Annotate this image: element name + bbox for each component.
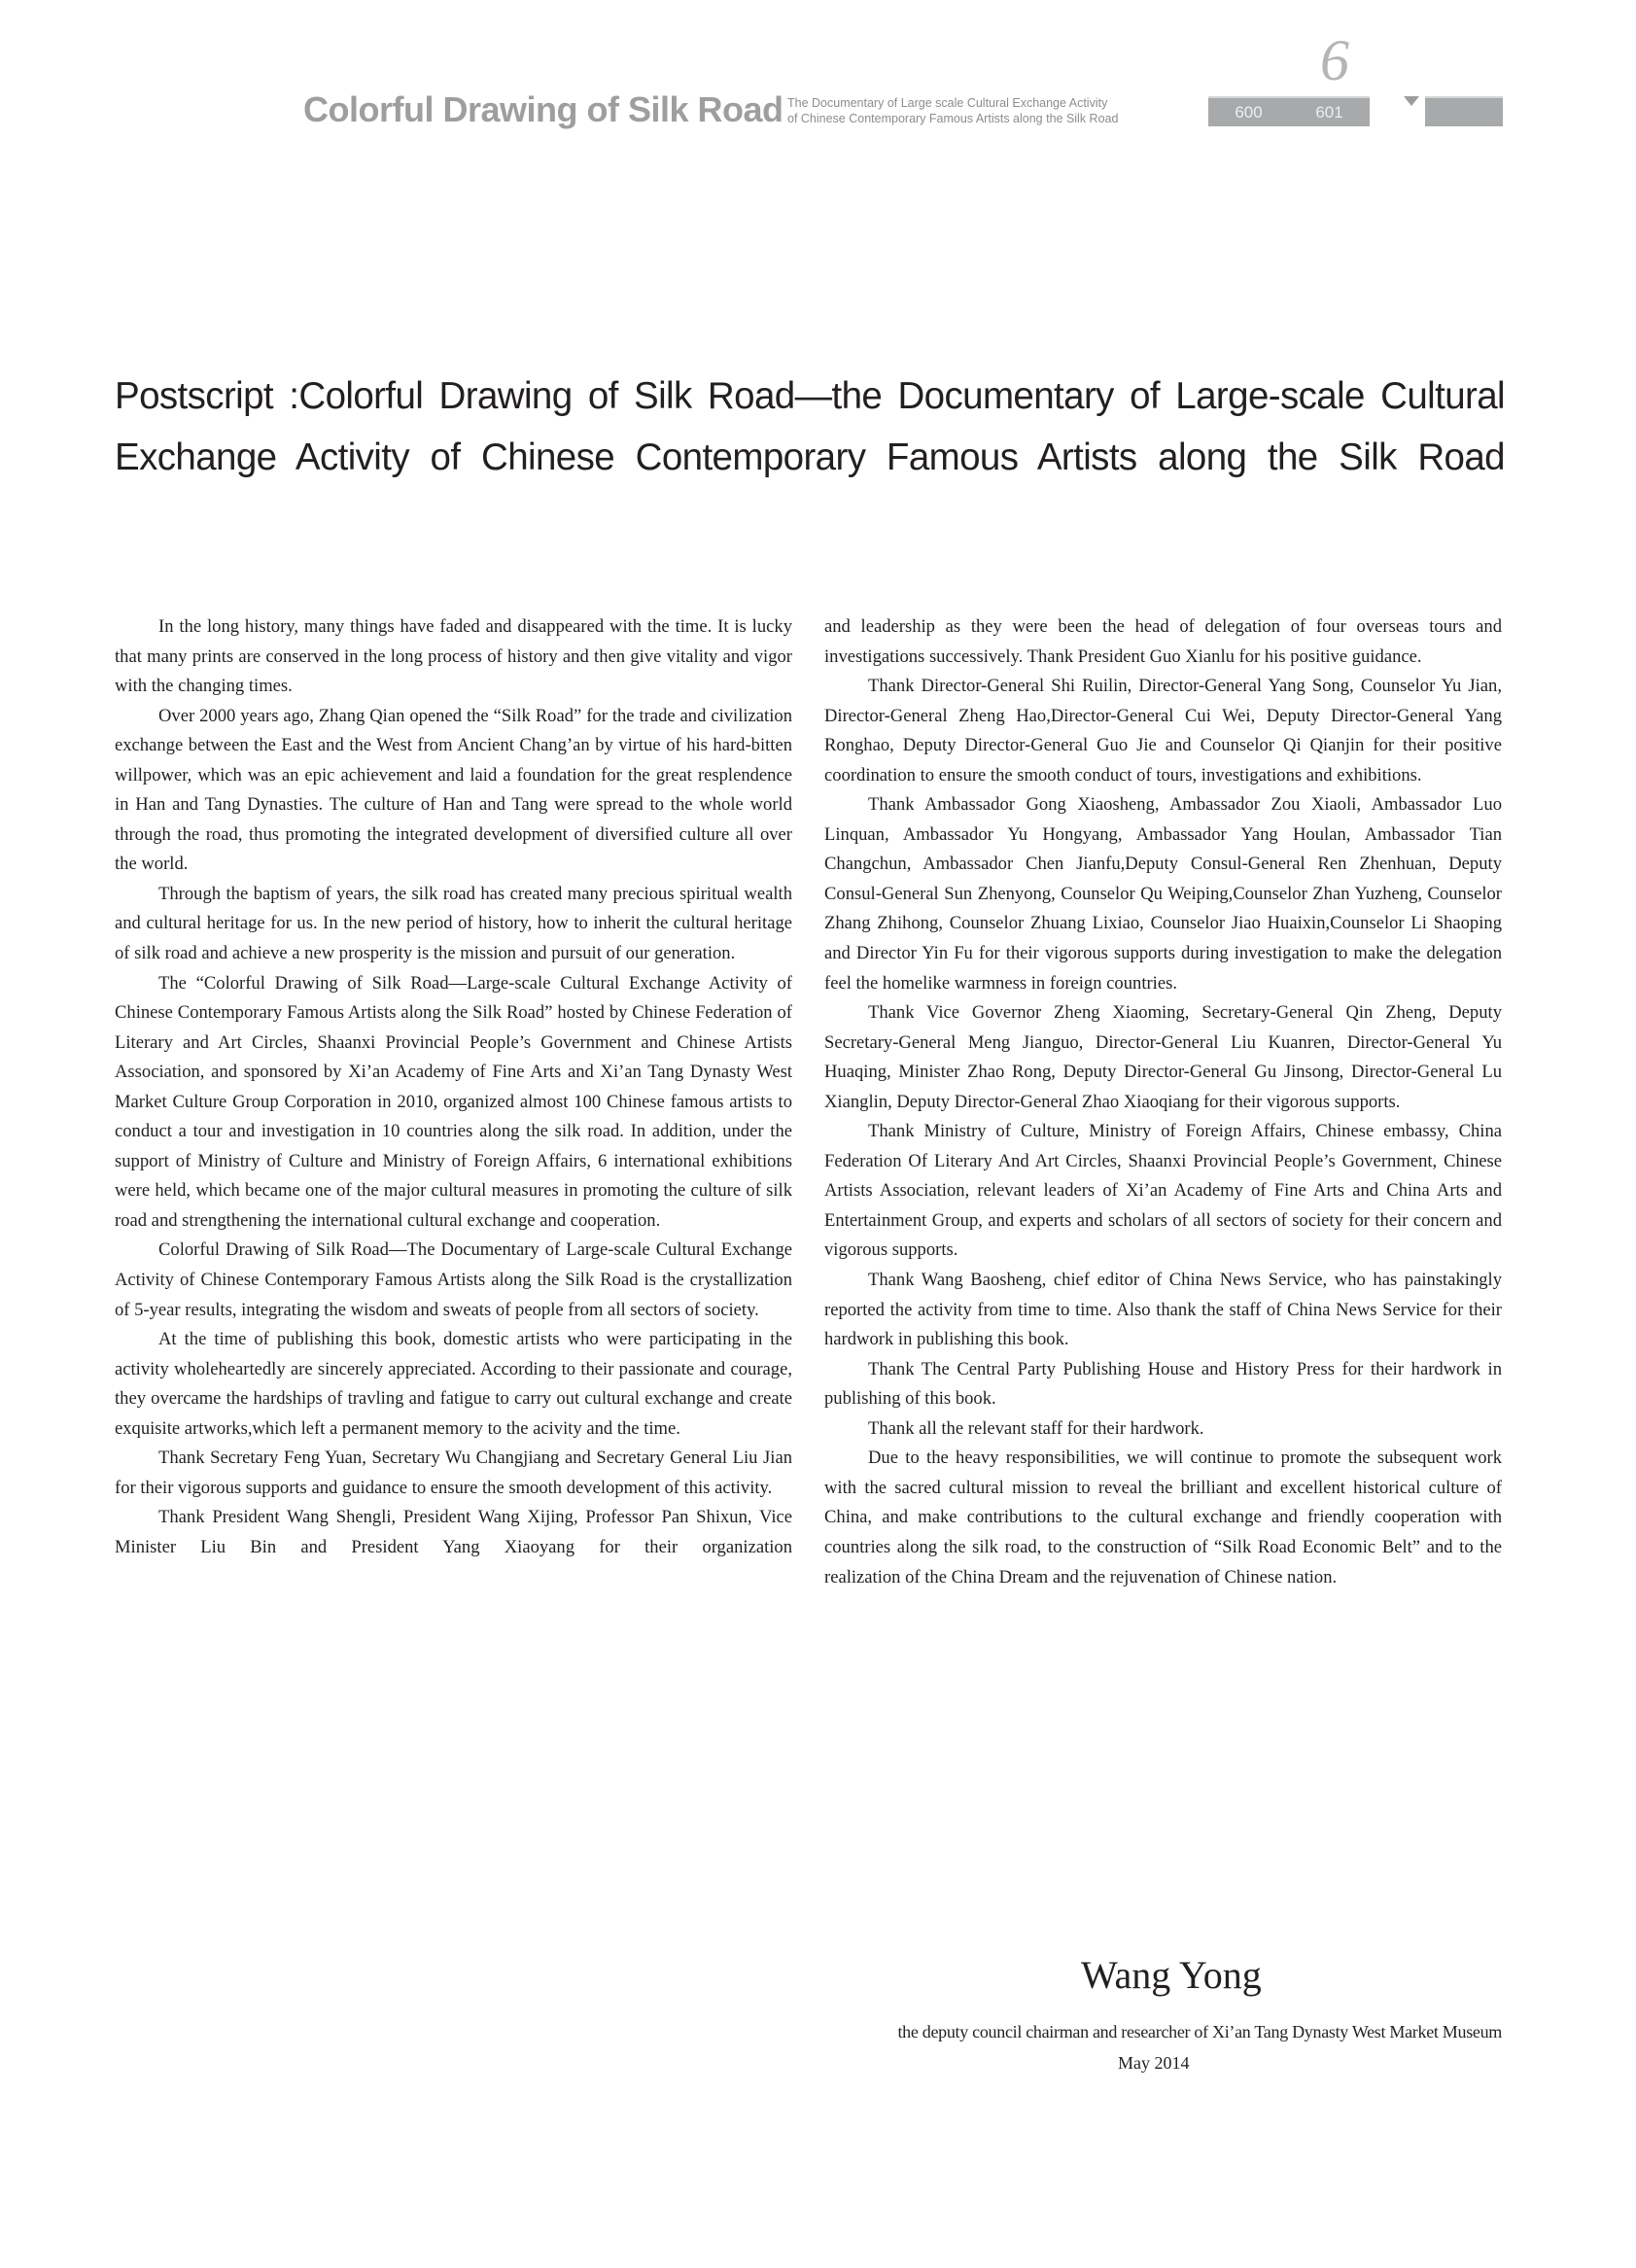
paragraph: In the long history, many things have faded and disappeared with the time. It is lucky that many prints are conserved in the long process of history and then give vitality and vigor with the changing times. xyxy=(115,616,792,697)
article-title xyxy=(115,366,1505,488)
page-number-right: 601 xyxy=(1315,102,1343,122)
left-column xyxy=(115,612,792,1563)
author-name: Wang Yong xyxy=(1081,1953,1262,1997)
paragraph: Thank Ministry of Culture, Ministry of Foreign Affairs, Chinese embassy, China Federation Of Literary And Art Circles, Shaanxi Provincial People’s Government, Chinese Artists Association, relevant leaders of Xi’an Academy of Fine Arts and China Arts and Entertainment Group, and experts and scholars of all sectors of society for their concern and vigorous supports. xyxy=(824,1121,1502,1261)
triangle-marker-icon xyxy=(1404,96,1419,106)
paragraph: At the time of publishing this book, domestic artists who were participating in the activity wholeheartedly are sincerely appreciated. According to their passionate and courage, they overcame the hardships of travling and fatigue to carry out cultural exchange and create exquisite artworks,which left a permanent memory to the acivity and the time. xyxy=(115,1329,792,1439)
book-subtitle xyxy=(787,95,1118,126)
title-line-1: Postscript :Colorful Drawing of Silk Road—the Documentary of Large-scale Cultural xyxy=(115,375,1505,417)
paragraph: and leadership as they were been the head of delegation of four overseas tours and investigations successively. Thank President Guo Xianlu for his positive guidance. xyxy=(824,616,1502,667)
chapter-number: 6 xyxy=(1320,28,1349,92)
paragraph: Thank Ambassador Gong Xiaosheng, Ambassador Zou Xiaoli, Ambassador Luo Linquan, Ambassador Yu Hongyang, Ambassador Yang Houlan, Ambassador Tian Changchun, Ambassador Chen Jianfu,Deputy Consul-General Ren Zhenhuan, Deputy Consul-General Sun Zhenyong, Counselor Qu Weiping,Counselor Zhan Yuzheng, Counselor Zhang Zhihong, Counselor Zhuang Lixiao, Counselor Jiao Huaixin,Counselor Li Shaoping and Director Yin Fu for their vigorous supports during investigation to make the delegation feel the homelike warmness in foreign countries. xyxy=(824,794,1502,994)
paragraph: Thank Vice Governor Zheng Xiaoming, Secretary-General Qin Zheng, Deputy Secretary-General Meng Jianguo, Director-General Liu Kuanren, Director-General Yu Huaqing, Minister Zhao Rong, Deputy Director-General Gu Jinsong, Director-General Lu Xianglin, Deputy Director-General Zhao Xiaoqiang for their vigorous supports. xyxy=(824,1002,1502,1112)
paragraph: Thank all the relevant staff for their hardwork. xyxy=(868,1417,1204,1439)
book-title: Colorful Drawing of Silk Road xyxy=(303,89,783,129)
page-numbers xyxy=(1208,96,1370,126)
page-number-left: 600 xyxy=(1235,102,1263,122)
paragraph: Thank The Central Party Publishing House and History Press for their hardwork in publishing of this book. xyxy=(824,1358,1502,1410)
paragraph: Over 2000 years ago, Zhang Qian opened the “Silk Road” for the trade and civilization exchange between the East and the West from Ancient Chang’an by virtue of his hard-bitten willpower, which was an epic achievement and laid a foundation for the great resplendence in Han and Tang Dynasties. The culture of Han and Tang were spread to the whole world through the road, thus promoting the integrated development of diversified culture all over the world. xyxy=(115,705,792,875)
book-subtitle-line1: The Documentary of Large scale Cultural Exchange Activity xyxy=(787,96,1108,110)
paragraph: Thank Wang Baosheng, chief editor of China News Service, who has painstakingly reported the activity from time to time. Also thank the staff of China News Service for their hardwork in publishing this book. xyxy=(824,1270,1502,1350)
paragraph: Thank President Wang Shengli, President Wang Xijing, Professor Pan Shixun, Vice Minister Liu Bin and President Yang Xiaoyang for their organization xyxy=(115,1507,792,1557)
book-subtitle-line2: of Chinese Contemporary Famous Artists along the Silk Road xyxy=(787,112,1119,125)
paragraph: Thank Director-General Shi Ruilin, Director-General Yang Song, Counselor Yu Jian, Director-General Zheng Hao,Director-General Cui Wei, Deputy Director-General Yang Ronghao, Deputy Director-General Guo Jie and Counselor Qi Qianjin for their positive coordination to ensure the smooth conduct of tours, investigations and exhibitions. xyxy=(824,676,1502,785)
title-line-2: Exchange Activity of Chinese Contemporary Famous Artists along the Silk Road xyxy=(115,436,1505,478)
date: May 2014 xyxy=(1118,2053,1190,2073)
paragraph: Through the baptism of years, the silk road has created many precious spiritual wealth and cultural heritage for us. In the new period of history, how to inherit the cultural heritage of silk road and achieve a new prosperity is the mission and pursuit of our generation. xyxy=(115,883,792,964)
right-column xyxy=(824,612,1502,1592)
paragraph: Due to the heavy responsibilities, we will continue to promote the subsequent work with the sacred cultural mission to reveal the brilliant and excellent historical culture of China, and make contributions to the cultural exchange and friendly cooperation with countries along the silk road, to the construction of “Silk Road Economic Belt” and to the realization of the China Dream and the rejuvenation of Chinese nation. xyxy=(824,1448,1502,1588)
paragraph: Thank Secretary Feng Yuan, Secretary Wu Changjiang and Secretary General Liu Jian for their vigorous supports and guidance to ensure the smooth development of this activity. xyxy=(115,1448,792,1498)
author-role: the deputy council chairman and researcher of Xi’an Tang Dynasty West Market Museum xyxy=(897,2022,1502,2041)
paragraph: Colorful Drawing of Silk Road—The Documentary of Large-scale Cultural Exchange Activity of Chinese Contemporary Famous Artists along the Silk Road is the crystallization of 5-year results, integrating the wisdom and sweats of people from all sectors of society. xyxy=(115,1239,792,1320)
paragraph: The “Colorful Drawing of Silk Road—Large-scale Cultural Exchange Activity of Chinese Contemporary Famous Artists along the Silk Road” hosted by Chinese Federation of Literary and Art Circles, Shaanxi Provincial People’s Government and Chinese Artists Association, and sponsored by Xi’an Academy of Fine Arts and Xi’an Tang Dynasty West Market Culture Group Corporation in 2010, organized almost 100 Chinese famous artists to conduct a tour and investigation in 10 countries along the silk road. In addition, under the support of Ministry of Culture and Ministry of Foreign Affairs, 6 international exhibitions were held, which became one of the major cultural measures in promoting the culture of silk road and strengthening the international cultural exchange and cooperation. xyxy=(115,972,792,1231)
header-block xyxy=(1425,96,1503,126)
